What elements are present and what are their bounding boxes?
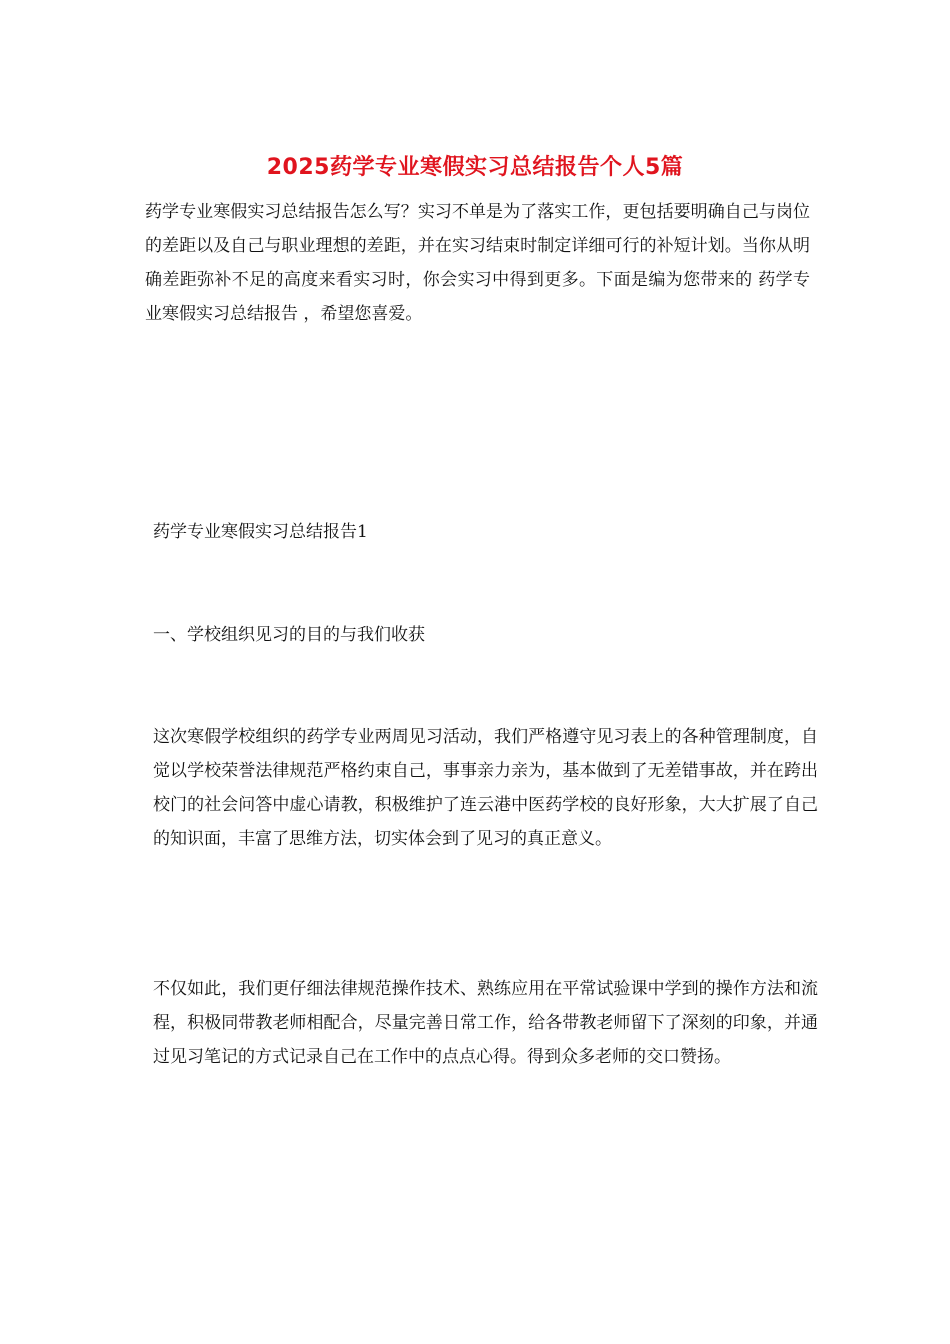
document-title: 2025药学专业寒假实习总结报告个人5篇	[266, 155, 684, 180]
section-title: 药学专业寒假实习总结报告1	[153, 522, 368, 542]
body-paragraph: 这次寒假学校组织的药学专业两周见习活动，我们严格遵守见习表上的各种管理制度，自觉以学校荣誉法律规范严格约束自己，事事亲力亲为，基本做到了无差错事故，并在跨出校门的社会问答中虚心请教，积极维护了连云港中医药学校的良好形象，大大扩展了自己的知识面，丰富了思维方法，切实体会到了见习的真正意义。	[153, 727, 818, 849]
body-paragraph: 不仅如此，我们更仔细法律规范操作技术、熟练应用在平常试验课中学到的操作方法和流程，积极同带教老师相配合，尽量完善日常工作，给各带教老师留下了深刻的印象，并通过见习笔记的方式记录自己在工作中的点点心得。得到众多老师的交口赞扬。	[153, 979, 818, 1067]
section-subheading: 一、学校组织见习的目的与我们收获	[153, 625, 425, 645]
intro-paragraph: 药学专业寒假实习总结报告怎么写？实习不单是为了落实工作，更包括要明确自己与岗位的差距以及自己与职业理想的差距，并在实习结束时制定详细可行的补短计划。当你从明确差距弥补不足的高度来看实习时，你会实习中得到更多。下面是编为您带来的 药学专业寒假实习总结报告 ，希望您喜爱。	[145, 202, 810, 324]
